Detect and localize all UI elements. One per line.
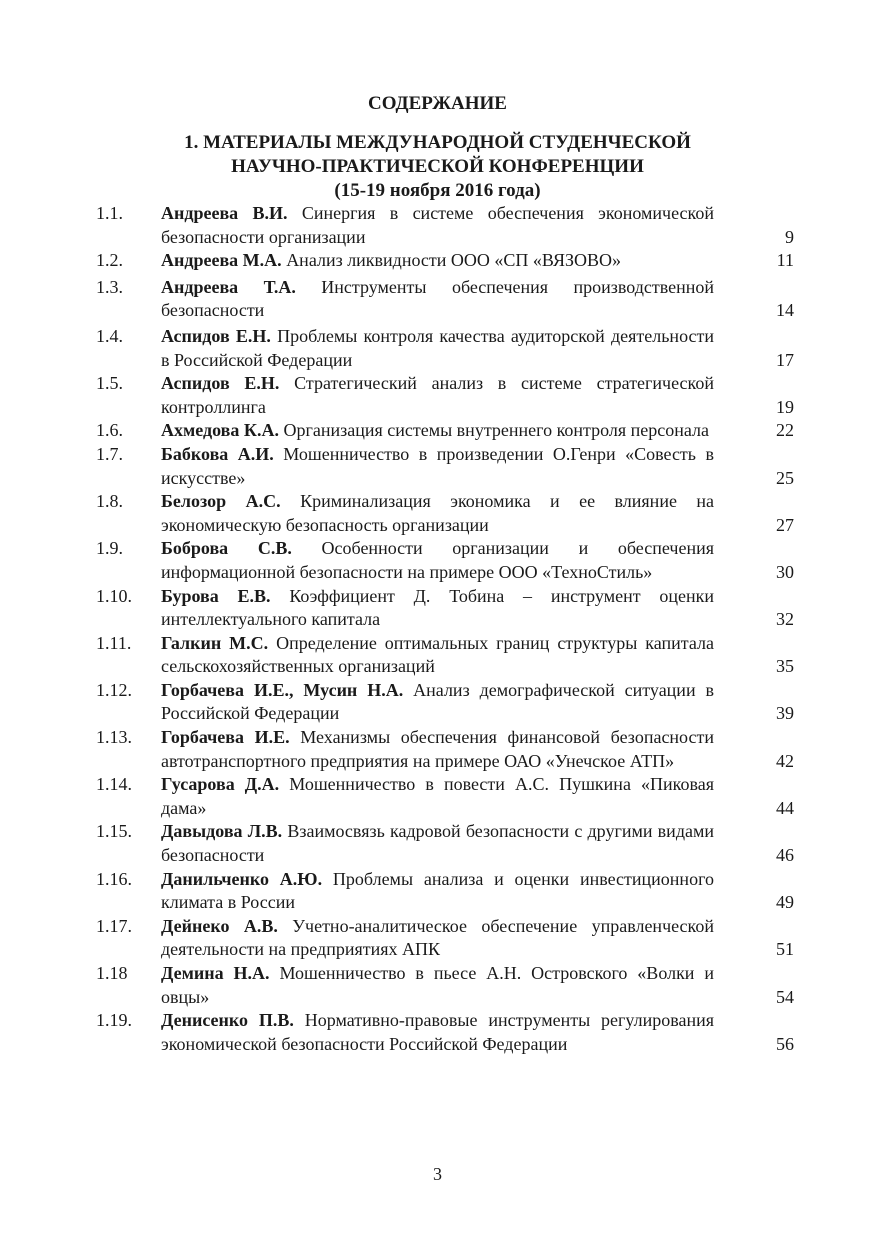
toc-entry-number: 1.2. (96, 250, 123, 271)
toc-entry-text (161, 276, 714, 323)
toc-entry-author: Горбачева И.Е., Мусин Н.А. (161, 679, 404, 700)
toc-entry-title: Учетно-аналитическое обеспечение управленческой деятельности на предприятиях АПК (161, 915, 715, 960)
toc-entry (0, 372, 875, 419)
toc-entry-author: Андреева В.И. (161, 203, 288, 223)
toc-entry (0, 419, 875, 443)
toc-entry-number: 1.1. (96, 203, 123, 223)
toc-entry-page: 30 (776, 561, 794, 582)
toc-entry-number: 1.11. (96, 632, 132, 653)
toc-entry-number: 1.4. (96, 325, 123, 346)
toc-entry-author: Галкин М.С. (161, 632, 269, 653)
toc-entry-number: 1.13. (96, 727, 132, 748)
toc-entry-text (161, 773, 714, 820)
toc-entry-author: Аспидов Е.Н. (161, 373, 280, 394)
toc-entry-page: 44 (776, 797, 794, 818)
toc-entry (0, 585, 875, 632)
toc-entry-number: 1.3. (96, 276, 123, 297)
toc-entry-text (161, 419, 714, 443)
toc-entry-text (161, 490, 714, 537)
toc-entry-title: Особенности организации и обеспечения информационной безопасности на примере ООО «ТехноСтиль» (161, 538, 714, 582)
toc-entry-number: 1.14. (96, 774, 132, 795)
toc-entry (0, 726, 875, 773)
toc-entry-number: 1.12. (96, 679, 132, 700)
toc-entry-page: 14 (776, 300, 794, 321)
toc-entry-title: Проблемы анализа и оценки инвестиционного климата в России (161, 868, 714, 913)
toc-entry (0, 868, 875, 915)
section-heading-line-1: 1. МАТЕРИАЛЫ МЕЖДУНАРОДНОЙ СТУДЕНЧЕСКОЙ (184, 132, 691, 153)
toc-entry-author: Давыдова Л.В. (161, 821, 283, 842)
toc-entry-title: Синергия в системе обеспечения экономической безопасности организации (161, 203, 714, 247)
section-heading-dates: (15-19 ноября 2016 года) (334, 180, 541, 201)
toc-entry-title: Мошенничество в произведении О.Генри «Совесть в искусстве» (161, 443, 714, 488)
toc-entry-text (161, 443, 714, 490)
toc-entry-page: 56 (776, 1033, 794, 1054)
toc-entry-title: Коэффициент Д. Тобина – инструмент оценки интеллектуального капитала (161, 585, 714, 630)
toc-entry-page: 46 (776, 845, 794, 866)
toc-entry-title: Определение оптимальных границ структуры капитала сельскохозяйственных организаций (161, 632, 715, 677)
toc-entry-author: Дейнеко А.В. (161, 915, 278, 936)
toc-entry-page: 42 (776, 750, 794, 771)
toc-entry-text (161, 868, 714, 915)
toc-entry-page: 22 (776, 420, 794, 441)
toc-entry-author: Гусарова Д.А. (161, 774, 280, 795)
toc-entry-number: 1.19. (96, 1010, 132, 1031)
toc-entry-text (161, 962, 714, 1009)
toc-entry-text (161, 249, 714, 273)
section-heading-line-2: НАУЧНО-ПРАКТИЧЕСКОЙ КОНФЕРЕНЦИИ (231, 156, 644, 177)
toc-entry-author: Денисенко П.В. (161, 1010, 294, 1031)
toc-entry-title: Анализ демографической ситуации в Российской Федерации (161, 679, 714, 724)
toc-entry-page: 51 (776, 939, 794, 960)
toc-entry-title: Взаимосвязь кадровой безопасности с другими видами безопасности (161, 821, 714, 866)
toc-entry-author: Ахмедова К.А. (161, 420, 279, 441)
toc-entry (0, 276, 875, 323)
toc-entry-title: Мошенничество в повести А.С. Пушкина «Пиковая дама» (161, 774, 715, 818)
toc-entry-page: 9 (785, 226, 794, 247)
toc-entry-page: 11 (776, 250, 794, 271)
toc-entry-author: Данильченко А.Ю. (161, 868, 323, 889)
toc-entry-author: Белозор А.С. (161, 491, 281, 512)
toc-entry-author: Боброва С.В. (161, 538, 292, 559)
toc-entry (0, 962, 875, 1009)
toc-entry-text (161, 679, 714, 726)
toc-entry-text (161, 372, 714, 419)
toc-entry-number: 1.9. (96, 538, 123, 559)
toc-entry-title: Мошенничество в пьесе А.Н. Островского «Волки и овцы» (161, 963, 714, 1007)
toc-entry-title: Нормативно-правовые инструменты регулирования экономической безопасности Российской Федерации (161, 1010, 715, 1054)
toc-entry-page: 25 (776, 467, 794, 488)
toc-entry-number: 1.15. (96, 821, 132, 842)
toc-entry-page: 54 (776, 986, 794, 1007)
page-number: 3 (433, 1164, 442, 1184)
toc-entry (0, 915, 875, 962)
toc-entry-title: Механизмы обеспечения финансовой безопасности автотранспортного предприятия на примере ОАО «Унечское АТП» (161, 727, 714, 771)
toc-entry-text (161, 585, 714, 632)
toc-entry (0, 679, 875, 726)
toc-entry-number: 1.10. (96, 585, 132, 606)
toc-entry-text (161, 726, 714, 773)
toc-entry-page: 17 (776, 349, 794, 370)
toc-entry-number: 1.8. (96, 491, 123, 512)
toc-entry-page: 49 (776, 892, 794, 913)
toc-entry (0, 537, 875, 584)
toc-entry-text (161, 537, 714, 584)
toc-entry (0, 632, 875, 679)
toc-entry-author: Демина Н.А. (161, 963, 270, 983)
toc-entry (0, 325, 875, 372)
toc-entry-number: 1.18 (96, 963, 128, 983)
table-of-contents (0, 202, 875, 1056)
toc-entry-number: 1.16. (96, 868, 132, 889)
toc-entry-number: 1.6. (96, 420, 123, 441)
toc-entry-title: Проблемы контроля качества аудиторской деятельности в Российской Федерации (161, 325, 715, 370)
toc-entry-author: Горбачева И.Е. (161, 727, 290, 748)
toc-entry (0, 820, 875, 867)
toc-entry-text (161, 1009, 714, 1056)
toc-entry-text (161, 915, 714, 962)
toc-entry-number: 1.5. (96, 373, 123, 394)
toc-entry-title: Анализ ликвидности ООО «СП «ВЯЗОВО» (286, 250, 622, 271)
contents-title: СОДЕРЖАНИЕ (368, 93, 507, 114)
toc-entry-author: Андреева Т.А. (161, 276, 296, 297)
toc-entry (0, 490, 875, 537)
toc-entry-page: 39 (776, 703, 794, 724)
toc-entry (0, 249, 875, 273)
toc-entry-number: 1.7. (96, 443, 123, 464)
toc-entry-page: 35 (776, 656, 794, 677)
toc-entry (0, 202, 875, 249)
toc-entry (0, 773, 875, 820)
toc-entry-number: 1.17. (96, 915, 132, 936)
toc-entry-page: 19 (776, 396, 794, 417)
toc-entry-title: Криминализация экономика и ее влияние на экономическую безопасность организации (161, 491, 715, 535)
toc-entry-author: Аспидов Е.Н. (161, 325, 271, 346)
toc-entry-text (161, 820, 714, 867)
toc-entry-author: Бабкова А.И. (161, 443, 274, 464)
toc-entry (0, 1009, 875, 1056)
toc-entry (0, 443, 875, 490)
toc-entry-title: Организация системы внутреннего контроля персонала (283, 420, 710, 441)
section-heading (0, 131, 875, 203)
toc-entry-title: Стратегический анализ в системе стратегической контроллинга (161, 373, 715, 417)
toc-entry-title: Инструменты обеспечения производственной безопасности (161, 276, 715, 321)
toc-entry-author: Бурова Е.В. (161, 585, 271, 606)
toc-entry-page: 27 (776, 514, 794, 535)
toc-entry-author: Андреева М.А. (161, 250, 282, 271)
toc-entry-text (161, 632, 714, 679)
toc-entry-page: 32 (776, 609, 794, 630)
toc-entry-text (161, 202, 714, 249)
toc-entry-text (161, 325, 714, 372)
